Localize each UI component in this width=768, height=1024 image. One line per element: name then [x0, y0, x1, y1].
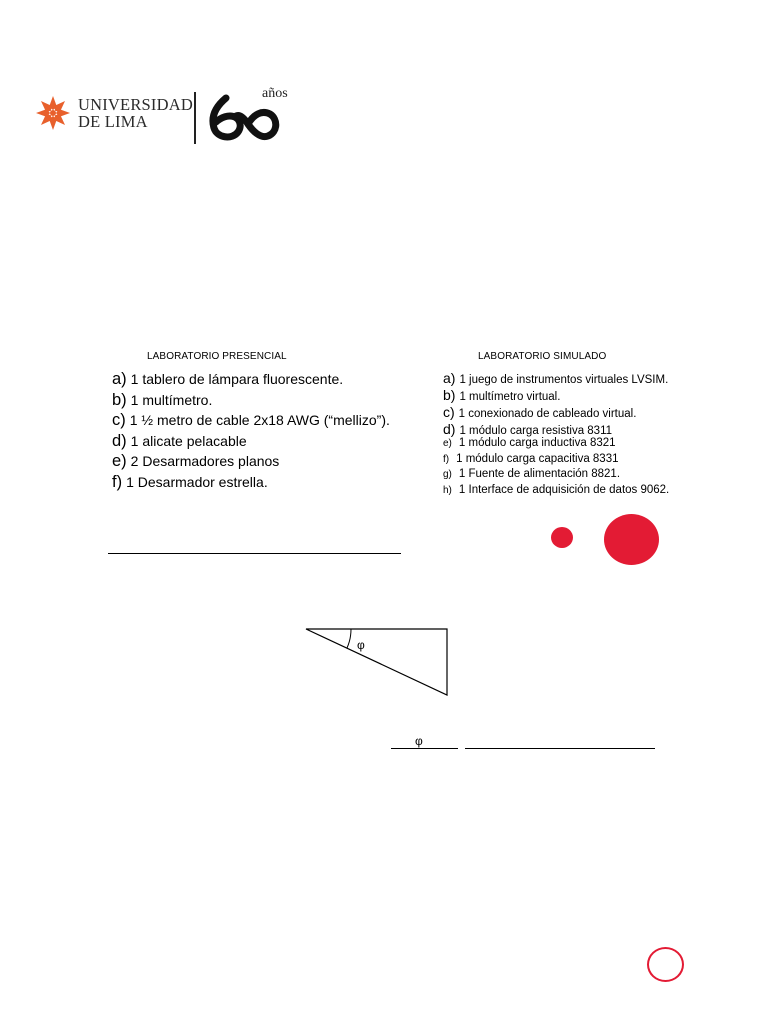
triangle-diagram	[300, 620, 460, 705]
formula-symbol: φ	[415, 734, 423, 748]
formula-line-long	[465, 748, 655, 749]
right-triangle	[306, 629, 447, 695]
list-item	[112, 390, 390, 411]
blank-line	[108, 553, 401, 554]
large-red-circle	[604, 514, 659, 565]
list-item	[443, 370, 669, 387]
logo-star-icon	[34, 94, 72, 132]
angle-label: φ	[357, 638, 365, 652]
logo-divider	[194, 92, 196, 144]
item-marker: b)	[112, 390, 127, 409]
item-text: 1 multímetro.	[130, 391, 213, 408]
item-text: 1 Interface de adquisición de datos 9062.	[458, 483, 670, 496]
list-item	[443, 387, 669, 404]
item-marker: d)	[112, 431, 127, 450]
item-marker: e)	[112, 452, 127, 471]
item-text: 1 módulo carga inductiva 8321	[458, 437, 616, 449]
item-marker: c)	[112, 411, 126, 430]
item-marker: e)	[443, 438, 452, 449]
university-logo	[34, 88, 294, 148]
item-text: 1 módulo carga capacitiva 8331	[456, 452, 619, 465]
simulado-heading: LABORATORIO SIMULADO	[478, 351, 607, 362]
list-item	[443, 404, 669, 421]
list-item	[443, 453, 669, 469]
presencial-heading: LABORATORIO PRESENCIAL	[147, 351, 287, 362]
list-item	[112, 431, 390, 452]
item-text: 1 conexionado de cableado virtual.	[458, 408, 637, 420]
item-text: 1 módulo carga resistiva 8311	[459, 425, 613, 437]
simulado-list	[443, 370, 669, 499]
formula-line-short	[391, 748, 458, 749]
item-text: 1 Fuente de alimentación 8821.	[458, 468, 621, 480]
logo-name-line2: DE LIMA	[78, 112, 148, 131]
item-text: 1 ½ metro de cable 2x18 AWG (“mellizo”).	[129, 412, 390, 429]
small-red-circle	[551, 527, 573, 548]
list-item	[443, 437, 669, 453]
red-outline-circle	[647, 947, 684, 982]
list-item	[112, 451, 390, 472]
list-item	[443, 468, 669, 484]
presencial-list	[112, 369, 390, 493]
list-item	[112, 472, 390, 493]
item-marker: c)	[443, 404, 455, 420]
list-item	[443, 484, 669, 500]
item-text: 1 tablero de lámpara fluorescente.	[130, 371, 344, 387]
list-item	[112, 410, 390, 431]
item-marker: h)	[443, 484, 452, 496]
anniversary-word: años	[262, 86, 288, 101]
list-item	[112, 369, 390, 390]
item-marker: g)	[443, 469, 452, 480]
item-text: 1 Desarmador estrella.	[126, 473, 268, 490]
item-text: 1 alicate pelacable	[130, 432, 247, 449]
item-marker: f)	[112, 472, 123, 491]
item-marker: a)	[443, 370, 456, 386]
logo-name-line1: UNIVERSIDAD	[78, 95, 193, 114]
item-marker: f)	[443, 453, 450, 465]
item-text: 1 juego de instrumentos virtuales LVSIM.	[459, 374, 669, 386]
list-item	[443, 421, 669, 437]
item-text: 2 Desarmadores planos	[130, 453, 280, 470]
angle-arc	[347, 629, 351, 648]
item-marker: b)	[443, 387, 456, 403]
item-marker: a)	[112, 370, 127, 388]
item-marker: d)	[443, 421, 456, 437]
item-text: 1 multímetro virtual.	[459, 391, 561, 403]
